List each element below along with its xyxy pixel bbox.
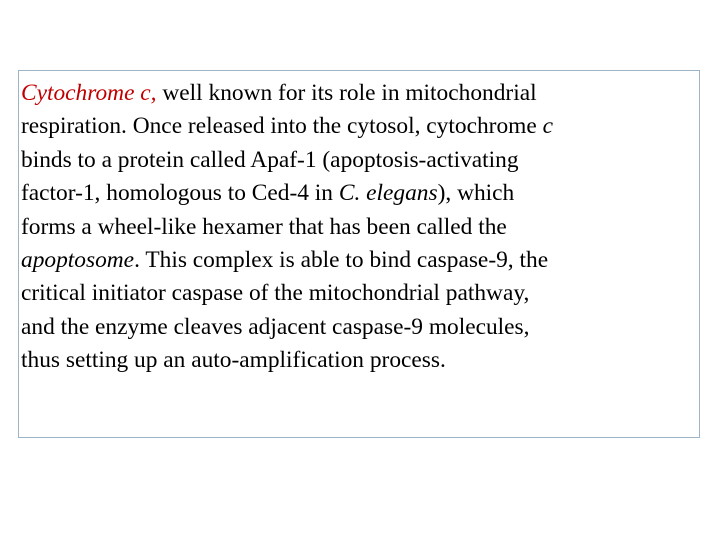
body-paragraph (21, 77, 553, 378)
line-text: binds to a protein called Apaf-1 (apoptosis-activating (21, 146, 519, 173)
line-text: ), which (437, 180, 515, 207)
apoptosome-term: apoptosome (21, 246, 135, 273)
cytochrome-c-term: Cytochrome c, (21, 80, 157, 106)
text-box (18, 70, 700, 438)
species-name: C. elegans (338, 180, 438, 207)
text-line (21, 344, 553, 377)
line-text: factor-1, homologous to Ced-4 in (21, 180, 339, 207)
text-line (21, 311, 553, 344)
line-text: forms a wheel-like hexamer that has been called the (21, 213, 507, 240)
line-text: and the enzyme cleaves adjacent caspase-9 molecules, (21, 313, 530, 340)
text-line (21, 144, 553, 177)
text-line (21, 277, 553, 310)
line-text: thus setting up an auto-amplification process. (21, 347, 446, 374)
line-text: . This complex is able to bind caspase-9, the (134, 246, 549, 273)
text-line (21, 211, 553, 244)
line-text: critical initiator caspase of the mitochondrial pathway, (21, 280, 530, 307)
text-line (21, 244, 553, 277)
text-line (21, 110, 553, 143)
text-line (21, 77, 553, 110)
line-text: well known for its role in mitochondrial (156, 80, 537, 106)
italic-c: c (542, 113, 553, 140)
text-line (21, 177, 553, 210)
line-text: respiration. Once released into the cytosol, cytochrome (21, 113, 543, 140)
